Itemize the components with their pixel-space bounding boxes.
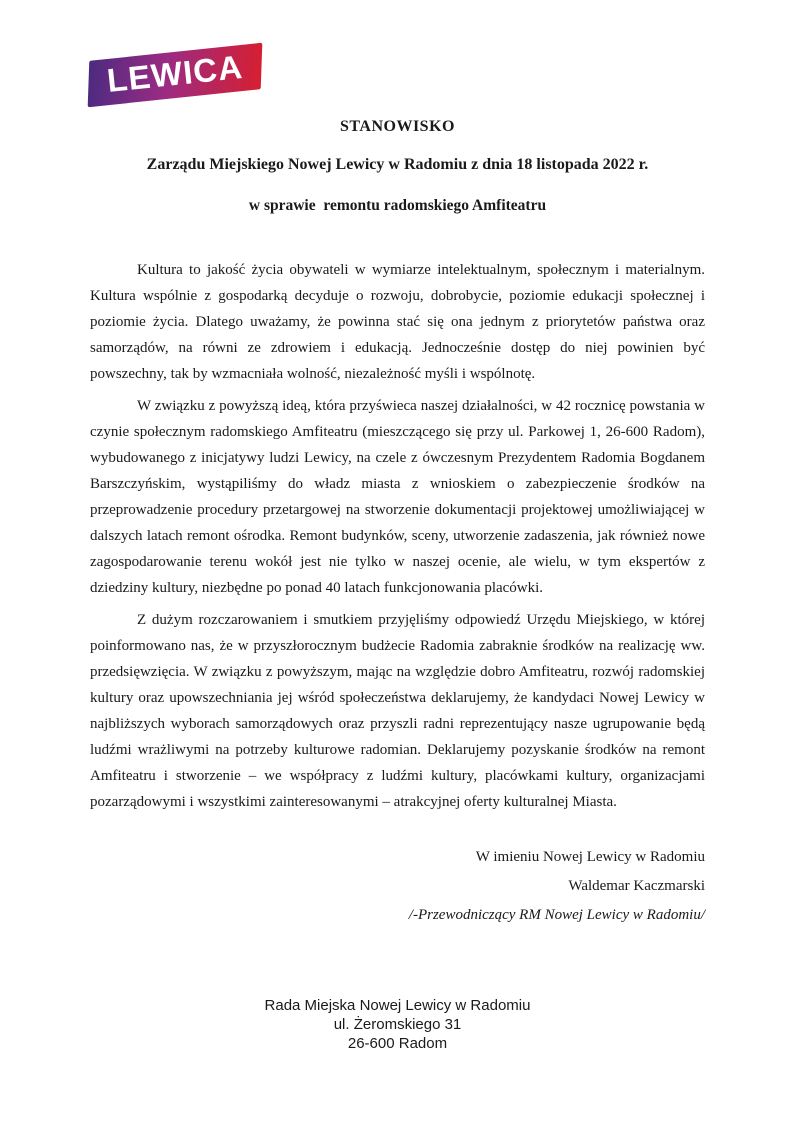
footer-city: 26-600 Radom	[347, 1035, 448, 1052]
signature-role: /-Przewodniczący RM Nowej Lewicy w Radomiu/	[408, 907, 705, 923]
footer-address	[90, 996, 705, 1053]
paragraph-2: W związku z powyższą ideą, która przyświeca naszej działalności, w 42 rocznicę powstania w czynie społecznym radomskiego Amfiteatru (mieszczącego się przy ul. Parkowej 1, 26-600 Radom), wybudowanego z inicjatywy ludzi Lewicy, na czele z ówczesnym Prezydentem Radomia Bogdanem Barszczyńskim, wystąpiliśmy do władz miasta z wnioskiem o zabezpieczenie środków na przeprowadzenie procedury przetargowej na stworzenie dokumentacji projektowej umożliwiającej w dalszych latach remont ośrodka. Remont budynków, sceny, utworzenie zadaszenia, jak również nowe zagospodarowanie terenu wokół jest nie tylko w naszej ocenie, ale wielu, w tym ekspertów z dziedziny kultury, niezbędne po ponad 40 latach funkcjonowania placówki.	[90, 398, 705, 596]
footer-street: ul. Żeromskiego 31	[333, 1016, 462, 1033]
signature-on-behalf: W imieniu Nowej Lewicy w Radomiu	[475, 849, 705, 865]
document-title: STANOWISKO	[340, 118, 455, 135]
document-subtitle: Zarządu Miejskiego Nowej Lewicy w Radomiu z dnia 18 listopada 2022 r.	[146, 156, 649, 173]
signature-block	[90, 843, 705, 930]
document-body	[90, 257, 705, 815]
signature-name: Waldemar Kaczmarski	[568, 878, 705, 894]
paragraph-3: Z dużym rozczarowaniem i smutkiem przyjęliśmy odpowiedź Urzędu Miejskiego, w której poinformowano nas, że w przyszłorocznym budżecie Radomia zabraknie środków na realizację ww. przedsięwzięcia. W związku z powyższym, mając na względzie dobro Amfiteatru, rozwój radomskiej kultury oraz upowszechniania jej wśród społeczeństwa deklarujemy, że kandydaci Nowej Lewicy w najbliższych wyborach samorządowych oraz przyszli radni reprezentujący nasze ugrupowanie będą ludźmi wrażliwymi na potrzeby kulturowe radomian. Deklarujemy pozyskanie środków na remont Amfiteatru i stworzenie – we współpracy z ludźmi kultury, placówkami kultury, organizacjami pozarządowymi i wszystkimi zainteresowanymi – atrakcyjnej oferty kulturalnej Miasta.	[90, 612, 705, 810]
footer-organization: Rada Miejska Nowej Lewicy w Radomiu	[264, 997, 531, 1014]
lewica-logo-text: LEWICA	[105, 47, 245, 100]
document-subject: w sprawie remontu radomskiego Amfiteatru	[248, 197, 547, 214]
paragraph-1: Kultura to jakość życia obywateli w wymiarze intelektualnym, społecznym i materialnym. Kultura wspólnie z gospodarką decyduje o rozwoju, dobrobycie, poziomie edukacji społecznej i poziomie życia. Dlatego uważamy, że powinna stać się ona jednym z priorytetów państwa oraz samorządów, na równi ze zdrowiem i edukacją. Jednocześnie dostęp do niej powinien być powszechny, tak by wzmacniała wolność, niezależność myśli i wspólnotę.	[90, 262, 705, 382]
